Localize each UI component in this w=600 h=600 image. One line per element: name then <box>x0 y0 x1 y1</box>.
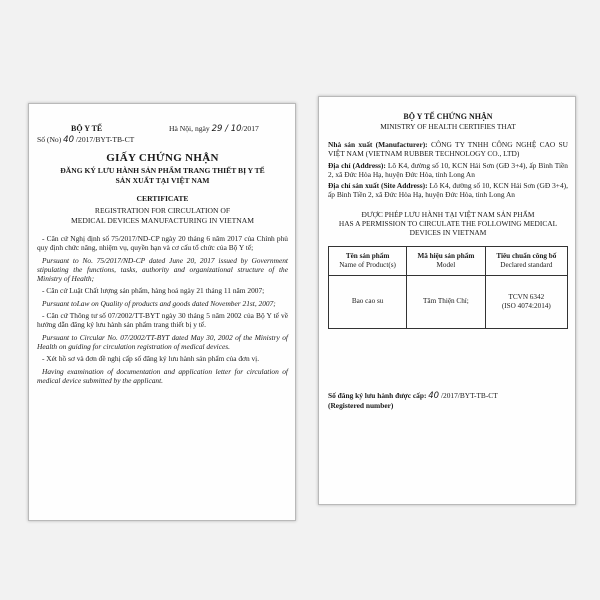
reg-label-en: (Registered number) <box>328 401 394 411</box>
col-model <box>407 246 485 275</box>
col-standard-en: Declared standard <box>500 260 553 269</box>
table-row <box>329 275 568 328</box>
col-model-en: Model <box>436 260 456 269</box>
certificate-page-right <box>318 96 576 505</box>
address-value: Lô K4, đường số 10, KCN Hải Sơn (GĐ 3+4), ấp Bình Tiền 2, xã Đức Hòa Hạ, huyện Đức Hòa, tỉnh Long An <box>328 160 568 179</box>
legal-paragraph-vi: - Căn cứ Thông tư số 07/2002/TT-BYT ngày 30 tháng 5 năm 2002 của Bộ Y tế về hướng dẫn đăng ký lưu hành sản phẩm trang thiết bị y tế. <box>37 311 288 330</box>
site-address-line <box>328 181 568 200</box>
cell-product-name: Bao cao su <box>329 275 407 328</box>
subtitle-en <box>37 206 288 225</box>
legal-paragraph-vi: - Căn cứ Luật Chất lượng sản phẩm, hàng hoá ngày 21 tháng 11 năm 2007; <box>42 286 265 296</box>
number-prefix: Số (No) <box>37 135 62 144</box>
cell-model: Tâm Thiện Chí; <box>407 275 485 328</box>
manufacturer-line <box>328 140 568 159</box>
legal-basis <box>37 234 288 385</box>
date-prefix: Hà Nội, ngày <box>169 124 210 133</box>
permission-en: HAS A PERMISSION TO CIRCULATE THE FOLLOWING MEDICAL DEVICES IN VIETNAM <box>338 219 558 238</box>
col-product-name <box>329 246 407 275</box>
permission-statement <box>328 210 568 238</box>
right-header <box>328 112 568 131</box>
manufacturer-label: Nhà sản xuất (Manufacturer): <box>328 140 428 149</box>
legal-paragraph-en: Pursuant toLaw on Quality of products and goods dated November 21st, 2007; <box>42 298 276 308</box>
handwritten-date: 29 / 10 <box>211 124 242 134</box>
manufacturer-value: CÔNG TY TNHH CÔNG NGHỆ CAO SU VIỆT NAM (VIETNAM RUBBER TECHNOLOGY CO., LTD) <box>328 140 568 159</box>
date-suffix: /2017 <box>241 124 259 133</box>
handwritten-number: 40 <box>63 135 74 145</box>
col-standard-vi: Tiêu chuẩn công bố <box>496 251 557 260</box>
col-product-name-vi: Tên sản phẩm <box>345 251 390 260</box>
document-number <box>37 135 134 145</box>
handwritten-reg-number: 40 <box>428 390 440 401</box>
cell-standard <box>485 275 567 328</box>
standard-iso: (ISO 4074:2014) <box>501 301 551 310</box>
issue-date <box>169 124 259 134</box>
subtitle-en-line2: MEDICAL DEVICES MANUFACTURING IN VIETNAM <box>71 215 254 225</box>
legal-paragraph-en: Having examination of documentation and application letter for circulation of medical device submitted by the applicant. <box>37 366 288 385</box>
col-model-vi: Mã hiệu sản phẩm <box>417 251 475 260</box>
header-row <box>37 124 288 146</box>
legal-paragraph-en: Pursuant to Circular No. 07/2002/TT-BYT dated May 30, 2002 of the Ministry of Health on guiding for circulation registration of medical devices. <box>37 332 288 351</box>
legal-paragraph-vi: - Căn cứ Nghị định số 75/2017/ND-CP ngày 20 tháng 6 năm 2017 của Chính phủ quy định chức năng, nhiệm vụ, quyền hạn và cơ cấu tổ chức của Bộ Y tế; <box>37 234 288 253</box>
legal-paragraph-en: Pursuant to No. 75/2017/ND-CP dated June 20, 2017 issued by Government stipulating the functions, tasks, authority and organizational structure of the Ministry of Health; <box>37 255 288 284</box>
title-block <box>37 152 288 225</box>
agency-name: BỘ Y TẾ <box>71 124 103 133</box>
address-label: Địa chỉ (Address): <box>328 160 386 170</box>
site-address-value: Lô K4, đường số 10, KCN Hải Sơn (GĐ 3+4), ấp Bình Tiền 2, xã Đức Hòa Hạ, huyện Đức Hòa, tỉnh Long An <box>328 181 568 200</box>
reg-suffix: /2017/BYT-TB-CT <box>440 390 498 400</box>
subtitle-vi: ĐĂNG KÝ LƯU HÀNH SẢN PHẨM TRANG THIẾT BỊ Y TẾ SẢN XUẤT TẠI VIỆT NAM <box>60 166 265 185</box>
products-table <box>328 246 568 329</box>
title-vi: GIẤY CHỨNG NHẬN <box>106 152 219 164</box>
reg-label: Số đăng ký lưu hành được cấp: <box>328 390 427 400</box>
certificate-page-left <box>28 103 296 521</box>
certifies-title-en: MINISTRY OF HEALTH CERTIFIES THAT <box>380 122 516 131</box>
col-product-name-en: Name of Product(s) <box>339 260 396 269</box>
table-header-row <box>329 246 568 275</box>
address-line <box>328 161 568 180</box>
number-suffix: /2017/BYT-TB-CT <box>75 135 135 144</box>
col-standard <box>485 246 567 275</box>
permission-vi: ĐƯỢC PHÉP LƯU HÀNH TẠI VIỆT NAM SẢN PHẨM <box>361 209 535 219</box>
standard-code: TCVN 6342 <box>508 292 545 301</box>
title-en: CERTIFICATE <box>136 194 189 203</box>
site-address-label: Địa chỉ sản xuất (Site Address): <box>328 181 428 191</box>
legal-paragraph-vi: - Xét hồ sơ và đơn đề nghị cấp số đăng ký lưu hành sản phẩm của đơn vị. <box>42 354 260 364</box>
manufacturer-details <box>328 140 568 200</box>
registration-number <box>328 391 568 411</box>
certifies-title-vi: BỘ Y TẾ CHỨNG NHẬN <box>403 112 493 121</box>
subtitle-en-line1: REGISTRATION FOR CIRCULATION OF <box>94 206 231 215</box>
